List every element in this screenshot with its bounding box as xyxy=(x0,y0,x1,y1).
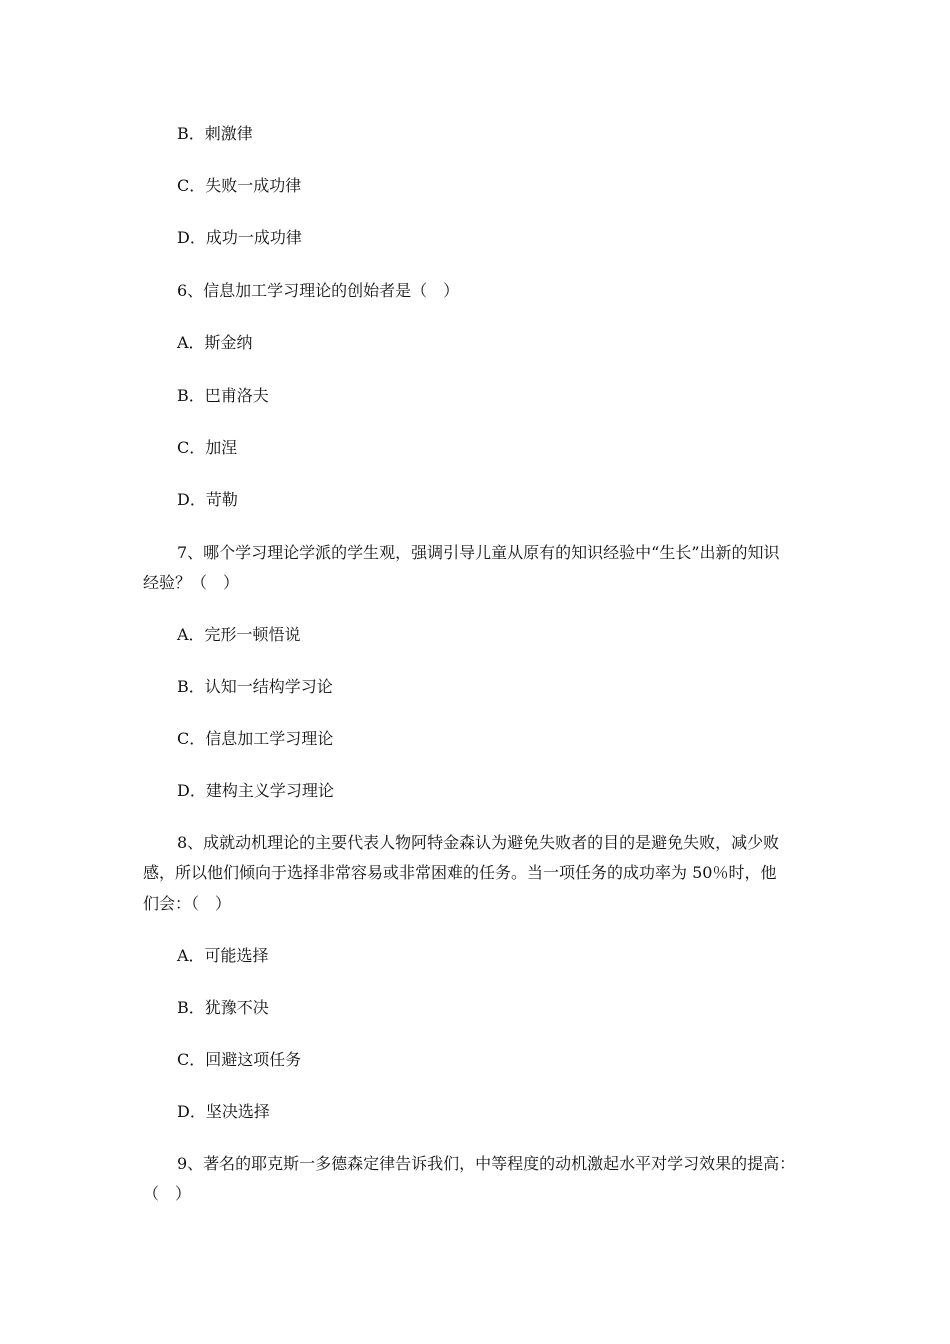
question-9-line-2: （ ） xyxy=(143,1184,192,1203)
question-8-line-3: 们会：（ ） xyxy=(143,894,232,913)
q7-option-a: A．完形一顿悟说 xyxy=(177,625,301,644)
q8-option-a: A．可能选择 xyxy=(177,946,269,965)
question-6: 6、信息加工学习理论的创始者是（ ） xyxy=(177,281,460,300)
question-8-line-2: 感，所以他们倾向于选择非常容易或非常困难的任务。当一项任务的成功率为 50％时，他 xyxy=(143,863,777,882)
q6-option-c: C．加涅 xyxy=(177,438,238,457)
q8-option-d: D．坚决选择 xyxy=(177,1102,270,1121)
question-9-line-1: 9、著名的耶克斯一多德森定律告诉我们，中等程度的动机激起水平对学习效果的提高： xyxy=(177,1154,796,1173)
q5-option-b: B．刺激律 xyxy=(177,124,253,143)
q8-option-b: B．犹豫不决 xyxy=(177,998,269,1017)
question-8-line-1: 8、成就动机理论的主要代表人物阿特金森认为避免失败者的目的是避免失败，减少败 xyxy=(177,833,780,852)
q6-option-b: B．巴甫洛夫 xyxy=(177,386,269,405)
q7-option-b: B．认知一结构学习论 xyxy=(177,677,333,696)
q5-option-c: C．失败一成功律 xyxy=(177,176,302,195)
q7-option-c: C．信息加工学习理论 xyxy=(177,729,334,748)
q7-option-d: D．建构主义学习理论 xyxy=(177,781,334,800)
question-7-line-1: 7、哪个学习理论学派的学生观，强调引导儿童从原有的知识经验中“生长”出新的知识 xyxy=(177,543,780,562)
question-7-line-2: 经验？（ ） xyxy=(143,573,240,592)
q8-option-c: C．回避这项任务 xyxy=(177,1050,302,1069)
q5-option-d: D．成功一成功律 xyxy=(177,228,302,247)
q6-option-d: D．苛勒 xyxy=(177,490,238,509)
q6-option-a: A．斯金纳 xyxy=(177,333,253,352)
